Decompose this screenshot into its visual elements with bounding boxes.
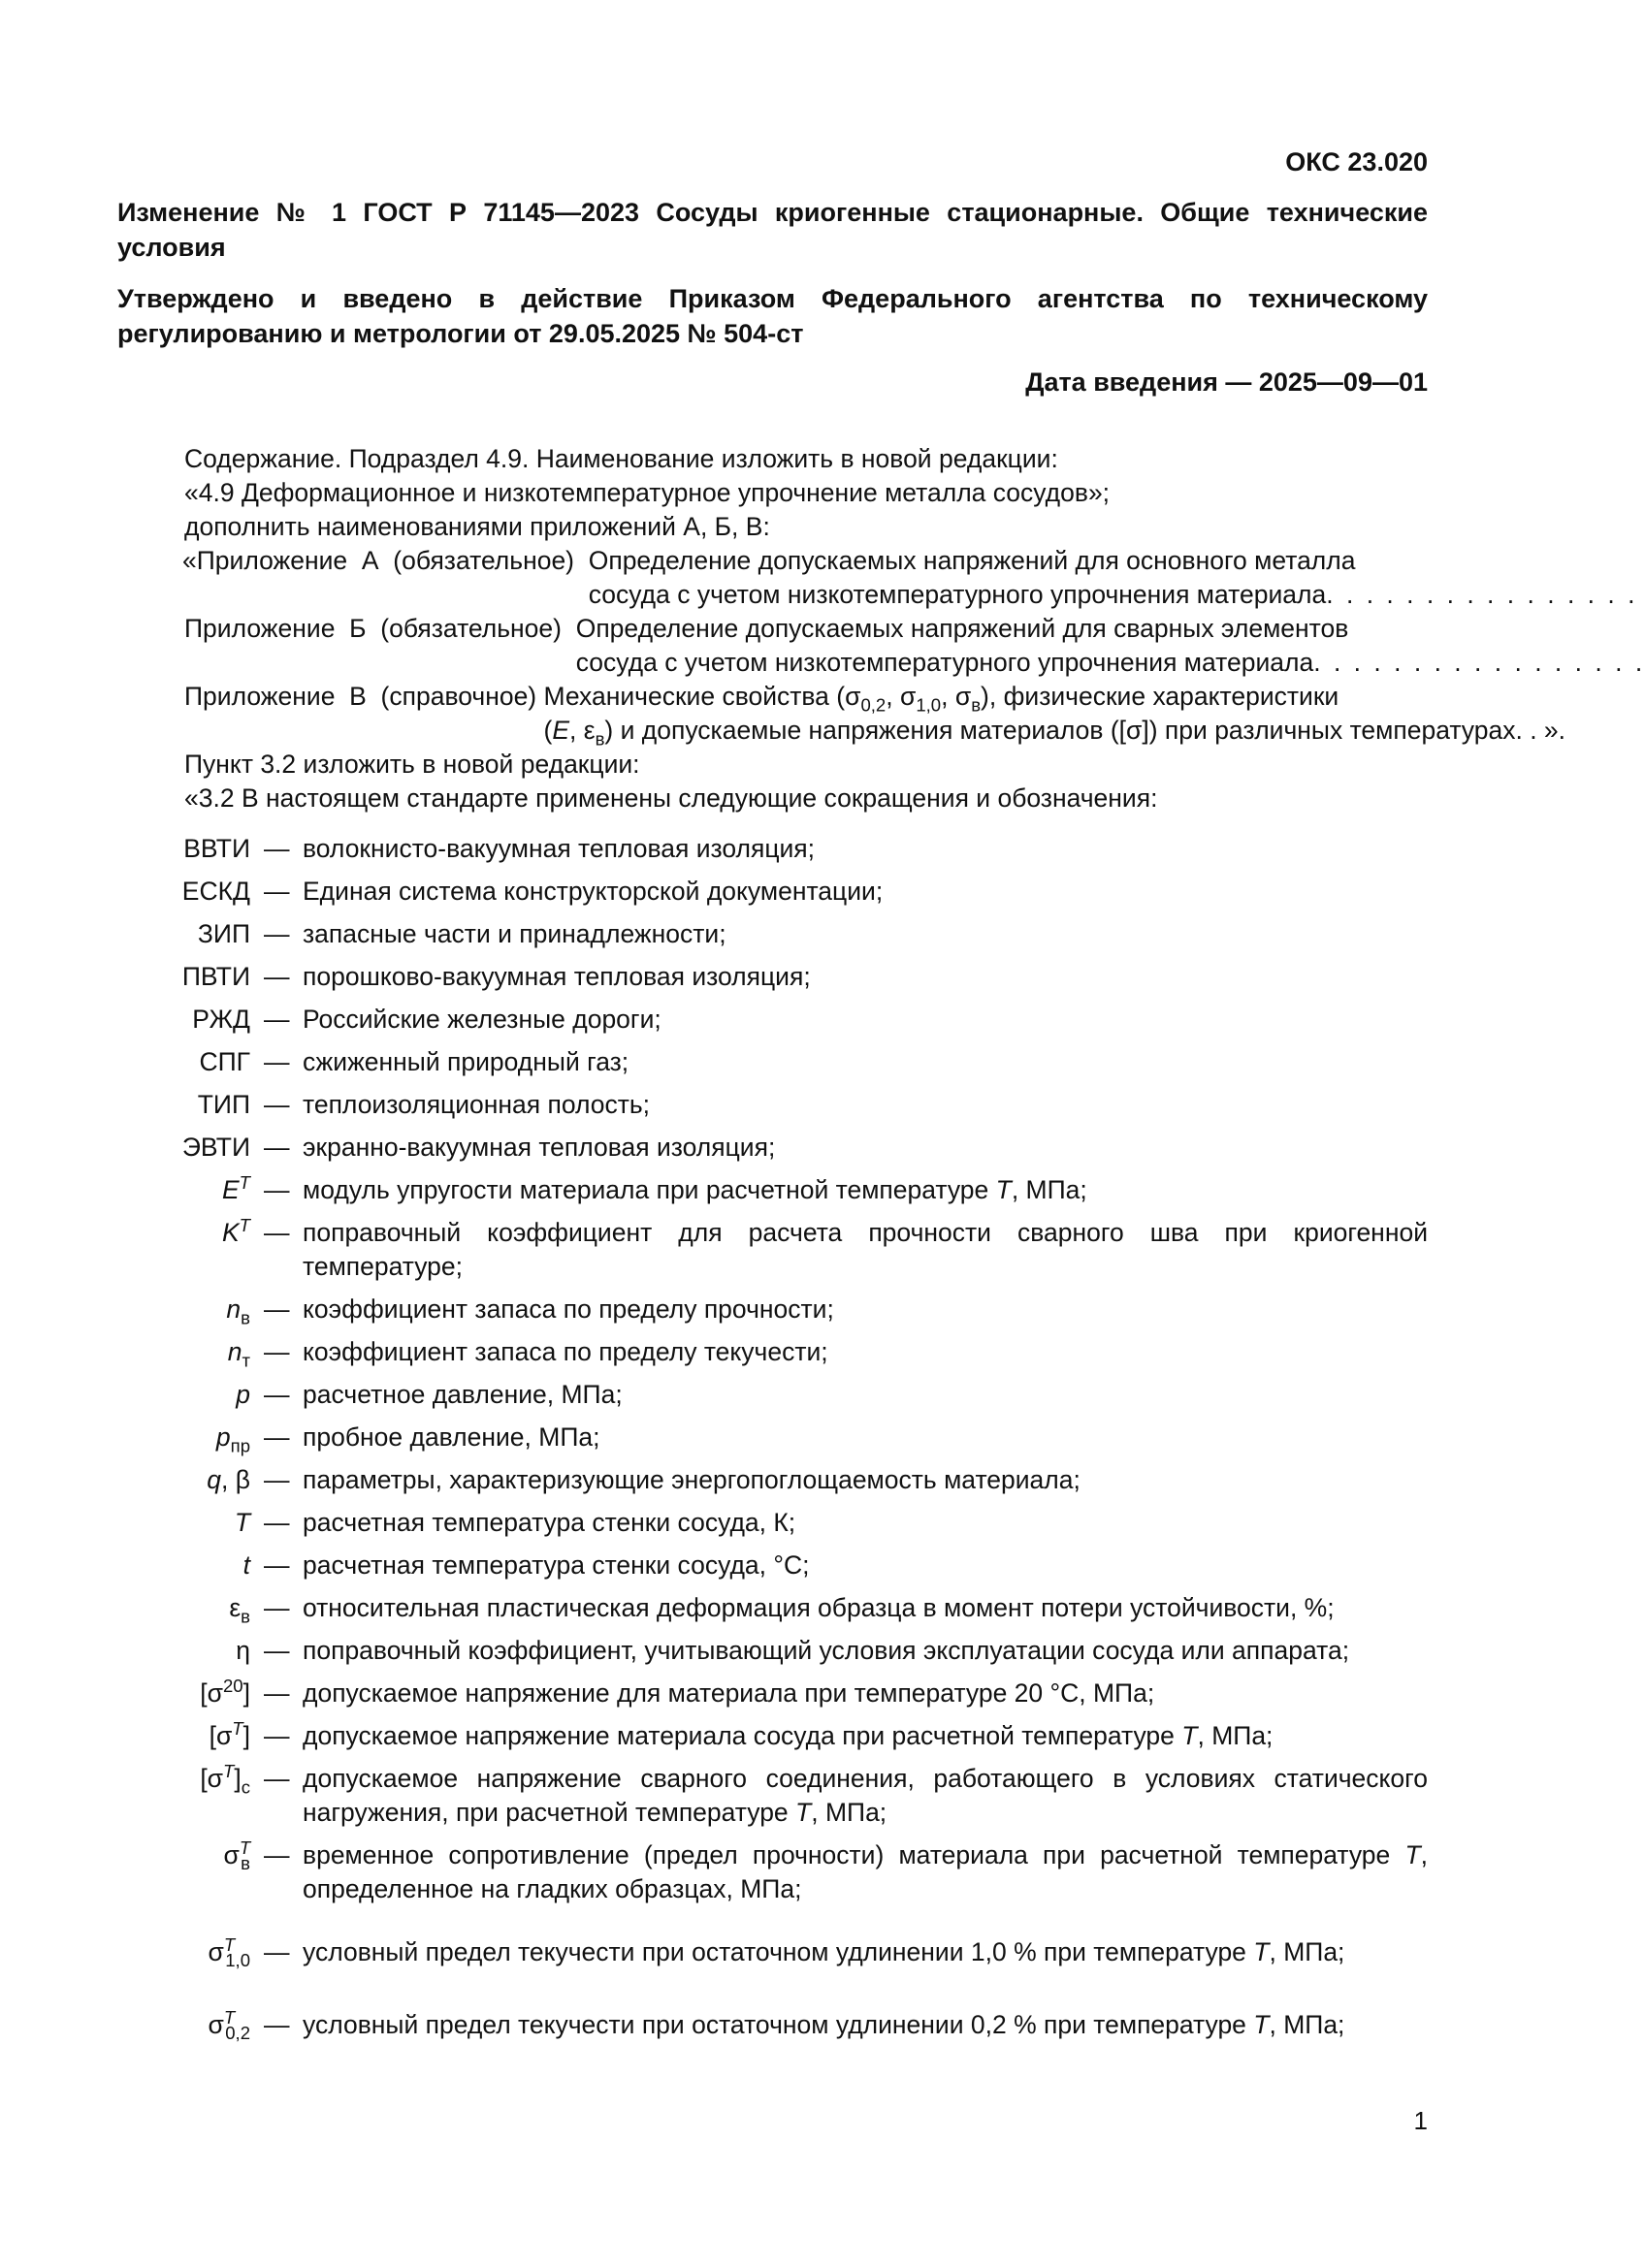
appendix-title: Определение допускаемых напряжений для сварных элементов	[575, 614, 1349, 643]
appendix-label: Приложение В (справочное)	[184, 682, 544, 711]
appendix-title: (E, $\varepsilon_в$) и допускаемые напряжения материалов ([σ]) при различных температурах. . ».	[543, 716, 1566, 750]
approval-note: Утверждено и введено в действие Приказом Федерального агентства по техническому регулированию и метрологии от 29.05.2025 № 504-ст	[117, 284, 1428, 348]
appendix-label: «Приложение А (обязательное)	[182, 546, 589, 575]
appendix-title: Механические свойства ($\sigma_{0,2}$, $\sigma_{1,0}$, $\sigma_в$), физические характеристики	[543, 682, 1339, 716]
appendix-title: сосуда с учетом низкотемпературного упрочнения материала	[588, 580, 1327, 609]
list-item: $K^T$ — поправочный коэффициент для расчета прочности сварного шва при криогенной температуре;	[221, 1215, 1428, 1281]
page-number: 1	[1413, 2106, 1428, 2135]
list-item: p — расчетное давление, МПа;	[236, 1380, 623, 1409]
appendix-a-entry	[182, 544, 1638, 612]
list-item: $[\sigma^T]$ — допускаемое напряжение материала сосуда при расчетной температуре T, МПа;	[209, 1718, 1274, 1750]
list-item: ПВТИ — порошково-вакуумная тепловая изоляция;	[181, 962, 811, 991]
list-item: ЗИП — запасные части и принадлежности;	[197, 919, 726, 948]
appendix-title: Определение допускаемых напряжений для основного металла	[588, 546, 1356, 575]
amendment-body	[182, 442, 1645, 815]
list-item: РЖД — Российские железные дороги;	[192, 1005, 661, 1034]
list-item: $n_т$ — коэффициент запаса по пределу текучести;	[227, 1337, 828, 1371]
list-item: СПГ — сжиженный природный газ;	[199, 1047, 629, 1076]
effective-date: Дата введения — 2025—09—01	[1025, 367, 1428, 397]
list-item: q, β — параметры, характеризующие энергопоглощаемость материала;	[207, 1465, 1081, 1494]
list-item: ВВТИ — волокнисто-вакуумная тепловая изоляция;	[183, 834, 816, 863]
list-item: $\sigma^T_{0,2}$ — условный предел текучести при остаточном удлинении 0,2 % при температуре T, МПа;	[208, 2007, 1345, 2044]
list-item: $\sigma^T_{1,0}$ — условный предел текучести при остаточном удлинении 1,0 % при температуре T, МПа;	[208, 1934, 1345, 1971]
appendix-c-entry	[184, 680, 1566, 750]
appendix-title: сосуда с учетом низкотемпературного упрочнения материала	[575, 648, 1314, 677]
list-item: T — расчетная температура стенки сосуда, К;	[234, 1508, 796, 1537]
paragraph: Содержание. Подраздел 4.9. Наименование изложить в новой редакции:	[184, 444, 1058, 473]
document-title: Изменение № 1 ГОСТ Р 71145—2023 Сосуды криогенные стационарные. Общие технические условия	[117, 198, 1428, 262]
paragraph: «4.9 Деформационное и низкотемпературное упрочнение металла сосудов»;	[184, 478, 1111, 507]
paragraph: Пункт 3.2 изложить в новой редакции:	[184, 750, 640, 779]
list-item: $E^T$ — модуль упругости материала при расчетной температуре T, МПа;	[221, 1172, 1087, 1204]
paragraph: дополнить наименованиями приложений А, Б, В:	[184, 512, 770, 541]
list-item: $\varepsilon_в$ — относительная пластическая деформация образца в момент потери устойчивости, %;	[229, 1593, 1335, 1627]
list-item: $p_{пр}$ — пробное давление, МПа;	[215, 1422, 600, 1456]
list-item: η — поправочный коэффициент, учитывающий условия эксплуатации сосуда или аппарата;	[236, 1636, 1350, 1665]
list-item: $n_в$ — коэффициент запаса по пределу прочности;	[226, 1294, 834, 1328]
list-item: ЭВТИ — экранно-вакуумная тепловая изоляция;	[181, 1133, 776, 1162]
abbreviations-list	[165, 832, 1428, 2051]
list-item: ТИП — теплоизоляционная полость;	[197, 1090, 651, 1119]
list-item: ЕСКД — Единая система конструкторской документации;	[181, 877, 884, 906]
oks-code: ОКС 23.020	[1285, 147, 1428, 176]
paragraph: «3.2 В настоящем стандарте применены следующие сокращения и обозначения:	[184, 783, 1158, 813]
leader-dots: . . . . . . . . . . . . . . . . .	[1313, 648, 1645, 677]
list-item: t — расчетная температура стенки сосуда, °С;	[242, 1550, 810, 1580]
appendix-label: Приложение Б (обязательное)	[184, 614, 576, 643]
appendix-b-entry	[184, 612, 1645, 680]
list-item: $\sigma^T_в$ — временное сопротивление (предел прочности) материала при расчетной температуре T, определенное на гладких образцах, МПа;	[223, 1837, 1428, 1903]
leader-dots: . . . . . . . . . . . . . . . .	[1326, 580, 1638, 609]
list-item: $[\sigma^T]_c$ — допускаемое напряжение сварного соединения, работающего в условиях статического нагружения, при расчетной температуре T, МПа;	[200, 1761, 1428, 1827]
list-item: $[\sigma^{20}]$ — допускаемое напряжение для материала при температуре 20 °С, МПа;	[200, 1676, 1155, 1708]
